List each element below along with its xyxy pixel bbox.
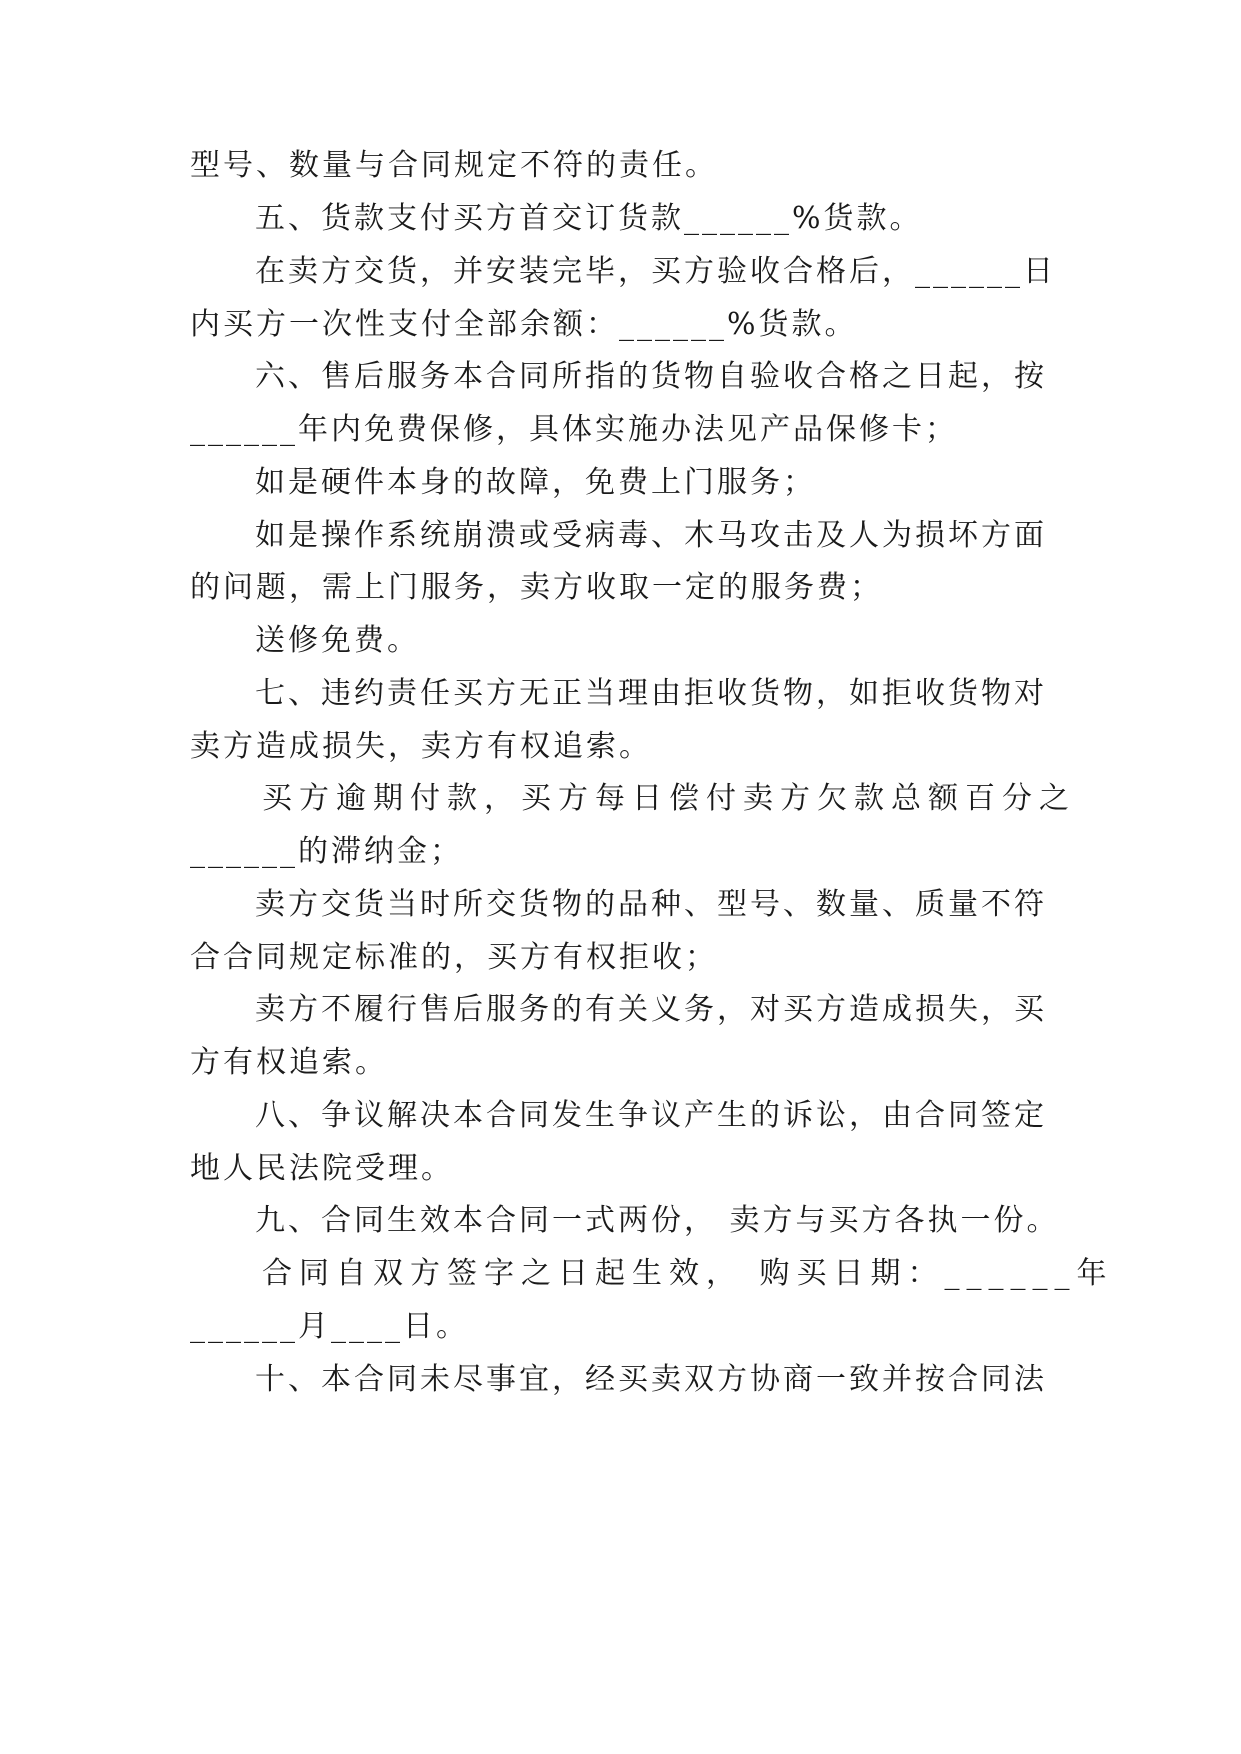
text-line: 五、货款支付买方首交订货款______%货款。 bbox=[255, 201, 923, 236]
text-line: 方有权追索。 bbox=[190, 1045, 388, 1080]
text-line: 六、售后服务本合同所指的货物自验收合格之日起，按 bbox=[255, 359, 1047, 394]
text-line: 型号、数量与合同规定不符的责任。 bbox=[190, 148, 718, 183]
text-line: 如是操作系统崩溃或受病毒、木马攻击及人为损坏方面 bbox=[255, 518, 1047, 553]
text-line: 十、本合同未尽事宜，经买卖双方协商一致并按合同法 bbox=[255, 1362, 1047, 1397]
text-line: 八、争议解决本合同发生争议产生的诉讼，由合同签定 bbox=[255, 1098, 1047, 1133]
text-line: ______月____日。 bbox=[190, 1309, 469, 1344]
text-line: ______的滞纳金； bbox=[190, 834, 463, 869]
text-line: 在卖方交货，并安装完毕，买方验收合格后，______日 bbox=[255, 254, 1056, 289]
text-line: 卖方交货当时所交货物的品种、型号、数量、质量不符 bbox=[255, 887, 1047, 922]
text-line: 七、违约责任买方无正当理由拒收货物，如拒收货物对 bbox=[255, 676, 1047, 711]
text-line: 卖方造成损失，卖方有权追索。 bbox=[190, 729, 652, 764]
text-line: 的问题，需上门服务，卖方收取一定的服务费； bbox=[190, 570, 883, 605]
text-line: 合合同规定标准的，买方有权拒收； bbox=[190, 940, 718, 975]
text-line: ______年内免费保修，具体实施办法见产品保修卡； bbox=[190, 412, 958, 447]
text-line: 地人民法院受理。 bbox=[190, 1151, 454, 1186]
text-line: 卖方不履行售后服务的有关义务，对买方造成损失，买 bbox=[255, 992, 1047, 1027]
text-line: 九、合同生效本合同一式两份， 卖方与买方各执一份。 bbox=[255, 1203, 1060, 1238]
text-line: 如是硬件本身的故障，免费上门服务； bbox=[255, 465, 816, 500]
text-line: 买方逾期付款，买方每日偿付卖方欠款总额百分之 bbox=[262, 781, 1076, 816]
text-line: 送修免费。 bbox=[255, 623, 420, 658]
text-line: 合同自双方签字之日起生效， 购买日期：______年 bbox=[262, 1256, 1114, 1291]
text-line: 内买方一次性支付全部余额：______%货款。 bbox=[190, 307, 858, 342]
